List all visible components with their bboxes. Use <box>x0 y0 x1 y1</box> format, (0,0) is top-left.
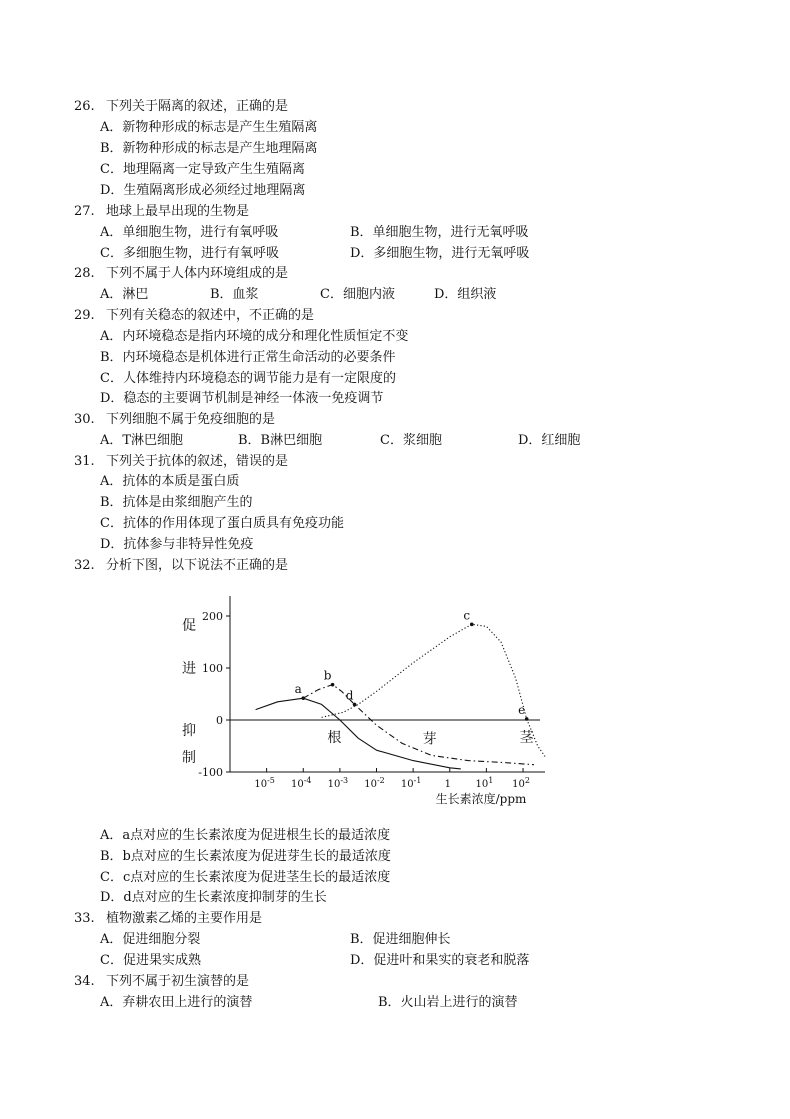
answer-option: A．内环境稳态是指内环境的成分和理化性质恒定不变 <box>100 329 409 344</box>
question-text: 下列不属于人体内环境组成的是 <box>106 266 289 281</box>
question-stem <box>74 558 288 574</box>
answer-option: D．多细胞生物，进行无氧呼吸 <box>350 246 530 261</box>
point-label: d <box>345 688 354 703</box>
point-label: a <box>294 682 302 697</box>
answer-option: A．a点对应的生长素浓度为促进根生长的最适浓度 <box>100 828 391 843</box>
answer-option: A．T淋巴细胞 <box>100 433 184 448</box>
series-label: 茎 <box>519 729 534 746</box>
question-number: 30. <box>74 412 95 427</box>
point-marker <box>301 696 305 700</box>
x-tick-label: $10^2$ <box>512 776 530 790</box>
point-label: e <box>518 702 526 717</box>
x-tick-exponent: 1 <box>488 776 494 785</box>
answer-option: D．生殖隔离形成必须经过地理隔离 <box>100 183 306 198</box>
answer-option: C．细胞内液 <box>320 287 395 302</box>
question-number: 26. <box>74 99 95 114</box>
answer-option: B．血浆 <box>210 287 259 302</box>
question-number: 31. <box>74 454 95 469</box>
answer-option: C．抗体的作用体现了蛋白质具有免疫功能 <box>100 516 344 531</box>
question-stem <box>74 911 262 927</box>
question-stem <box>74 308 314 324</box>
x-tick-exponent: -1 <box>413 776 422 785</box>
question-text: 下列关于抗体的叙述，错误的是 <box>106 454 289 469</box>
y-tick-label: -100 <box>198 766 223 779</box>
question-text: 下列不属于初生演替的是 <box>106 974 250 989</box>
x-tick-label: $10^{-3}$ <box>327 776 349 790</box>
answer-option: C．地理隔离一定导致产生生殖隔离 <box>100 162 305 177</box>
question-number: 34. <box>74 974 95 989</box>
y-tick-label: 0 <box>216 714 223 727</box>
answer-option: B．单细胞生物，进行无氧呼吸 <box>350 225 529 240</box>
question-text: 下列关于隔离的叙述，正确的是 <box>106 99 289 114</box>
answer-option: A．淋巴 <box>100 287 149 302</box>
point-marker <box>331 683 335 687</box>
answer-option: A．促进细胞分裂 <box>100 932 201 947</box>
series-line-dashdot <box>303 685 534 765</box>
x-tick-label: $10^{-1}$ <box>400 776 422 790</box>
point-marker <box>525 717 529 721</box>
y-label-inhibit: 制 <box>182 750 196 766</box>
y-label-inhibit: 抑 <box>182 723 196 739</box>
question-stem <box>74 412 275 428</box>
y-tick-label: 100 <box>202 662 223 675</box>
answer-option: B．火山岩上进行的演替 <box>378 995 518 1010</box>
y-label-promote: 进 <box>182 661 196 677</box>
question-stem <box>74 204 249 220</box>
x-tick-exponent: 2 <box>524 776 530 785</box>
x-tick-label: $10^{-4}$ <box>290 776 312 790</box>
question-text: 下列有关稳态的叙述中，不正确的是 <box>106 308 315 323</box>
answer-option: D．抗体参与非特异性免疫 <box>100 537 254 552</box>
x-tick-label: 1 <box>444 779 451 790</box>
x-tick-exponent: -3 <box>340 776 349 785</box>
point-marker <box>470 623 474 627</box>
series-label: 根 <box>327 729 342 746</box>
point-label: c <box>463 608 471 623</box>
question-stem <box>74 99 288 115</box>
question-text: 分析下图，以下说法不正确的是 <box>106 558 289 573</box>
answer-option: A．单细胞生物，进行有氧呼吸 <box>100 225 279 240</box>
auxin-concentration-chart <box>175 588 565 813</box>
answer-option: B．抗体是由浆细胞产生的 <box>100 495 253 510</box>
question-text: 植物激素乙烯的主要作用是 <box>106 911 263 926</box>
question-stem <box>74 454 288 470</box>
answer-option: B．新物种形成的标志是产生地理隔离 <box>100 141 318 156</box>
answer-option: C．多细胞生物，进行有氧呼吸 <box>100 246 279 261</box>
answer-option: D．d点对应的生长素浓度抑制芽的生长 <box>100 890 327 905</box>
x-tick-exponent: -2 <box>376 776 385 785</box>
answer-option: C．人体维持内环境稳态的调节能力是有一定限度的 <box>100 371 396 386</box>
answer-option: A．抗体的本质是蛋白质 <box>100 474 240 489</box>
answer-option: C．浆细胞 <box>380 433 442 448</box>
question-number: 33. <box>74 911 95 926</box>
question-stem <box>74 974 249 990</box>
point-marker <box>353 703 357 707</box>
x-tick-exponent: -5 <box>267 776 275 785</box>
x-tick-label: $10^1$ <box>475 776 494 790</box>
y-label-promote: 促 <box>182 618 196 634</box>
answer-option: A．弃耕农田上进行的演替 <box>100 995 253 1010</box>
answer-option: B．b点对应的生长素浓度为促进芽生长的最适浓度 <box>100 849 391 864</box>
question-stem <box>74 266 288 282</box>
x-tick-label: $10^{-2}$ <box>364 776 385 790</box>
point-label: b <box>323 668 332 683</box>
answer-option: D．促进叶和果实的衰老和脱落 <box>350 953 530 968</box>
answer-option: B．内环境稳态是机体进行正常生命活动的必要条件 <box>100 350 396 365</box>
answer-option: C．c点对应的生长素浓度为促进茎生长的最适浓度 <box>100 870 391 885</box>
x-tick-exponent: -4 <box>303 776 312 785</box>
question-number: 28. <box>74 266 95 281</box>
answer-option: A．新物种形成的标志是产生生殖隔离 <box>100 120 318 135</box>
answer-option: C．促进果实成熟 <box>100 953 201 968</box>
question-number: 27. <box>74 204 95 219</box>
series-label: 芽 <box>422 731 437 748</box>
question-number: 29. <box>74 308 95 323</box>
question-text: 下列细胞不属于免疫细胞的是 <box>106 412 276 427</box>
answer-option: D．组织液 <box>434 287 497 302</box>
answer-option: D．稳态的主要调节机制是神经一体液一免疫调节 <box>100 391 384 406</box>
question-number: 32. <box>74 558 95 573</box>
question-text: 地球上最早出现的生物是 <box>106 204 250 219</box>
answer-option: B．B淋巴细胞 <box>238 433 323 448</box>
answer-option: D．红细胞 <box>518 433 581 448</box>
x-tick-label: $10^{-5}$ <box>254 776 275 790</box>
answer-option: B．促进细胞伸长 <box>350 932 451 947</box>
y-tick-label: 200 <box>202 610 223 623</box>
x-axis-label: 生长素浓度/ppm <box>435 792 527 806</box>
